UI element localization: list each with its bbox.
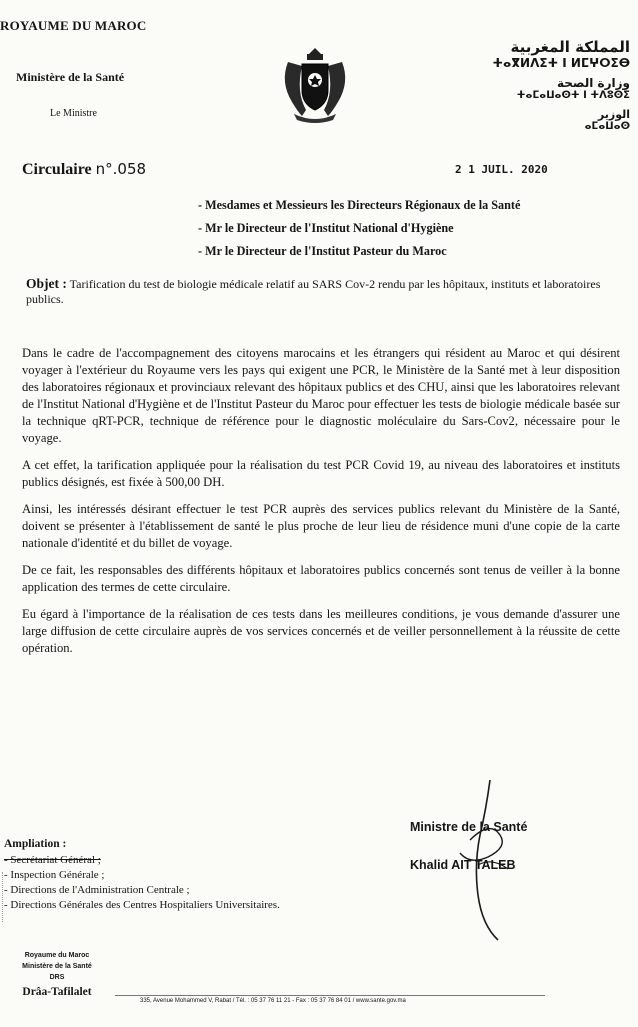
ampliation-list	[4, 838, 280, 913]
ampliation-item: - Inspection Générale ;	[4, 869, 105, 881]
recipient-item: - Mr le Directeur de l'Institut National d'Hygiène	[198, 221, 454, 235]
kingdom-title: ROYAUME DU MAROC	[0, 18, 147, 33]
ampliation-item: - Secrétariat Général ;	[4, 854, 101, 866]
signatory-name: Khalid AIT TALEB	[410, 858, 516, 872]
tifinagh-minister: ⴰⵎⴰⵡⴰⵙ	[584, 121, 630, 132]
ampliation-item: - Directions Générales des Centres Hospitaliers Universitaires.	[4, 899, 280, 911]
tifinagh-kingdom: ⵜⴰⴳⵍⴷⵉⵜ ⵏ ⵍⵎⵖⵔⵉⴱ	[492, 56, 630, 70]
arabic-minister: الوزير	[597, 108, 630, 121]
stamp-line: Ministère de la Santé	[22, 963, 92, 970]
royal-coat-of-arms-icon	[280, 44, 350, 126]
regional-stamp	[2, 950, 112, 999]
arabic-kingdom: المملكة المغربية	[510, 38, 630, 56]
subject-line	[26, 276, 616, 307]
circular-number-value: n°.058	[95, 160, 147, 178]
body-paragraph: Dans le cadre de l'accompagnement des citoyens marocains et les étrangers qui résident au Maroc et qui désirent voyager à l'extérieur du Royaume vers les pays qui exigent une PCR, le Ministère de la Santé met à leur disposition des laboratoires régionaux et provinciaux relevant des hôpitaux publics et des CHU, ainsi que les laboratoires relevant de l'Institut National d'Hygiène et de l'Institut Pasteur du Maroc pour effectuer les tests de biologie médicale basée sur la technique qRT-PCR, technique de référence pour le diagnostic moléculaire du Sars-Cov2, nécessaire pour le voyage.	[22, 346, 620, 445]
tifinagh-ministry: ⵜⴰⵎⴰⵡⴰⵙⵜ ⵏ ⵜⴷⵓⵙⵉ	[516, 90, 630, 101]
minister-title: Le Ministre	[50, 108, 97, 119]
punch-holes	[2, 872, 7, 922]
circular-number	[22, 160, 146, 179]
stamp-line: Royaume du Maroc	[24, 952, 90, 959]
arabic-header	[460, 40, 630, 132]
footer-address: 335, Avenue Mohammed V, Rabat / Tél. : 05 37 76 11 21 - Fax : 05 37 76 84 01 / www.sante.gov.ma	[140, 998, 406, 1004]
recipient-item: - Mesdames et Messieurs les Directeurs Régionaux de la Santé	[198, 198, 521, 212]
body-paragraph: A cet effet, la tarification appliquée pour la réalisation du test PCR Covid 19, au niveau des laboratoires et instituts publics désignés, est fixée à 500,00 DH.	[22, 458, 620, 489]
body-paragraph: De ce fait, les responsables des différents hôpitaux et laboratoires publics concernés sont tenus de veiller à la bonne application des termes de cette circulaire.	[22, 563, 620, 594]
body-paragraph: Ainsi, les intéressés désirant effectuer le test PCR auprès des services publics relevant du Ministère de la Santé, doivent se présenter à l'établissement de santé le plus proche de leur lieu de résidence muni d'une copie de la carte nationale d'identité et du billet de voyage.	[22, 502, 620, 550]
recipients-list	[198, 198, 520, 267]
circular-body	[22, 345, 620, 667]
stamp-line: DRS	[49, 974, 65, 981]
stamp-line: Drâa-Tafilalet	[22, 986, 92, 998]
recipient-item: - Mr le Directeur de l'Institut Pasteur du Maroc	[198, 244, 447, 258]
ampliation-item: - Directions de l'Administration Centrale ;	[4, 884, 190, 896]
ampliation-label: Ampliation :	[4, 838, 67, 850]
subject-label: Objet :	[26, 276, 67, 291]
circular-date: 2 1 JUIL. 2020	[455, 163, 548, 176]
signature-block	[410, 820, 527, 872]
subject-text: Tarification du test de biologie médicale relatif au SARS Cov-2 rendu par les hôpitaux, instituts et laboratoires publics.	[26, 277, 601, 306]
circular-label: Circulaire	[22, 161, 92, 178]
arabic-ministry: وزارة الصحة	[556, 76, 630, 90]
ministry-title: Ministère de la Santé	[16, 70, 125, 84]
body-paragraph: Eu égard à l'importance de la réalisation de ces tests dans les meilleures conditions, je vous demande d'assurer une large diffusion de cette circulaire auprès de vos services concernés et de veiller personnellement à la réussite de cette opération.	[22, 607, 620, 655]
signatory-title: Ministre de la Santé	[410, 820, 528, 834]
footer-divider	[115, 995, 545, 996]
